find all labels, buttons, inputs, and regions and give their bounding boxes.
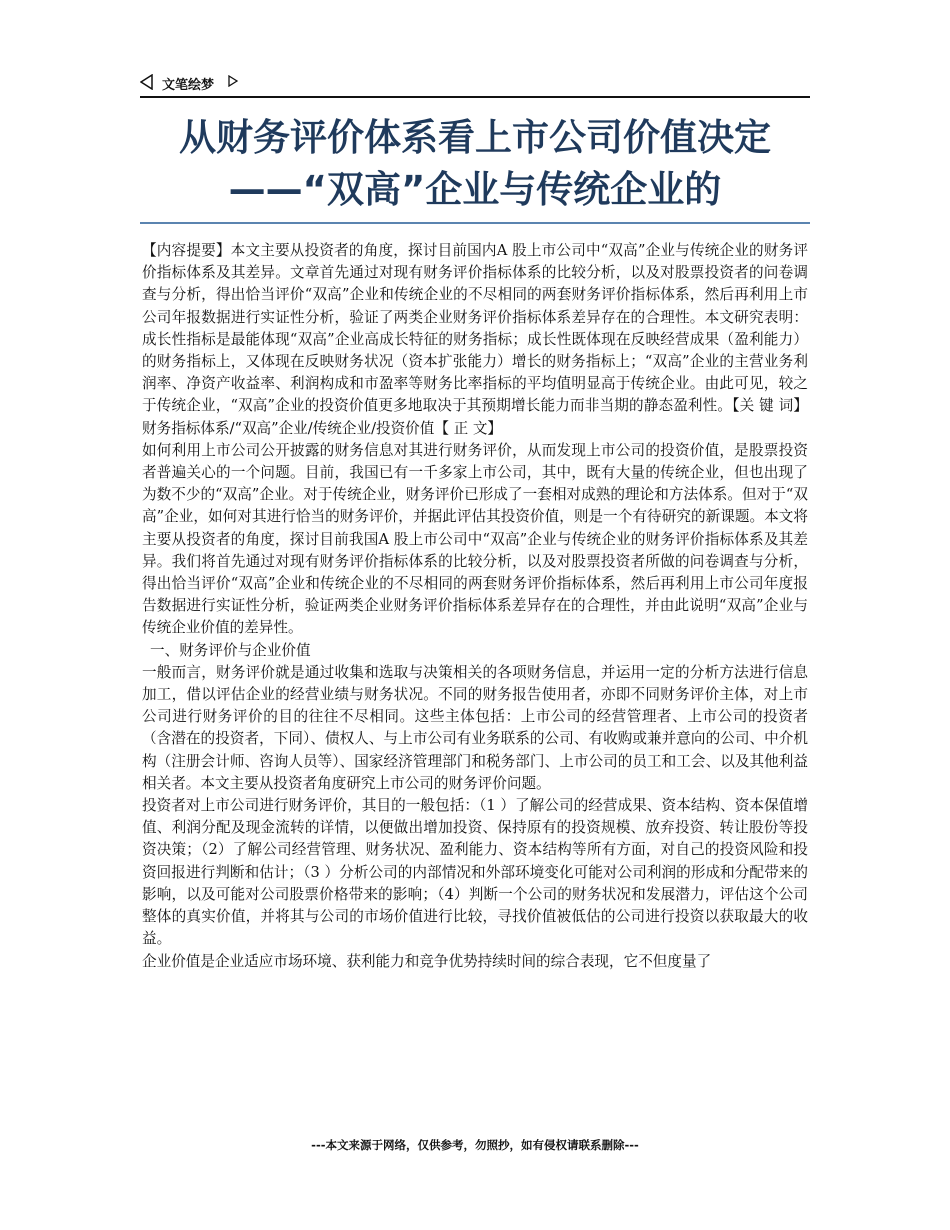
document-title (140, 112, 810, 216)
title-line-2: ——“双高”企业与传统企业的 (228, 168, 722, 211)
triangle-right-icon (228, 75, 238, 87)
page-header (140, 70, 810, 96)
title-line-1: 从财务评价体系看上市公司价值决定 (179, 116, 771, 159)
header-rule (140, 96, 810, 98)
triangle-left-icon (140, 74, 154, 90)
body-paragraph: 如何利用上市公司公开披露的财务信息对其进行财务评价，从而发现上市公司的投资价值，是股票投资者普遍关心的一个问题。目前，我国已有一千多家上市公司，其中，既有大量的传统企业，但也出现了为数不少的“双高”企业。对于传统企业，财务评价已形成了一套相对成熟的理论和方法体系。但对于“双高”企业，如何对其进行恰当的财务评价，并据此评估其投资价值，则是一个有待研究的新课题。本文将主要从投资者的角度，探讨目前我国A 股上市公司中“双高”企业与传统企业的财务评价指标体系及其差异。我们将首先通过对现有财务评价指标体系的比较分析，以及对股票投资者所做的问卷调查与分析，得出恰当评价“双高”企业和传统企业的不尽相同的两套财务评价指标体系，然后再利用上市公司年度报告数据进行实证性分析，验证两类企业财务评价指标体系差异存在的合理性，并由此说明“双高”企业与传统企业价值的差异性。 (142, 441, 808, 637)
body-paragraph: 企业价值是企业适应市场环境、获利能力和竞争优势持续时间的综合表现，它不但度量了 (142, 952, 712, 970)
document-body (142, 240, 808, 973)
header-brand: 文笔绘梦 (162, 78, 215, 93)
section-heading: 一、财务评价与企业价值 (150, 641, 311, 659)
abstract-paragraph: 【内容提要】本文主要从投资者的角度，探讨目前国内A 股上市公司中“双高”企业与传统企业的财务评价指标体系及其差异。文章首先通过对现有财务评价指标体系的比较分析，以及对股票投资者的问卷调查与分析，得出恰当评价“双高”企业和传统企业的不尽相同的两套财务评价指标体系，然后再利用上市公司年报数据进行实证性分析，验证了两类企业财务评价指标体系差异存在的合理性。本文研究表明：成长性指标是最能体现“双高”企业高成长特征的财务指标；成长性既体现在反映经营成果（盈利能力）的财务指标上，又体现在反映财务状况（资本扩张能力）增长的财务指标上；“双高”企业的主营业务利润率、净资产收益率、利润构成和市盈率等财务比率指标的平均值明显高于传统企业。由此可见，较之于传统企业，“双高”企业的投资价值更多地取决于其预期增长能力而非当期的静态盈利性。【关 键 词】财务指标体系/“双高”企业/传统企业/投资价值【 正 文】 (142, 242, 808, 437)
body-paragraph: 一般而言，财务评价就是通过收集和选取与决策相关的各项财务信息，并运用一定的分析方法进行信息加工，借以评估企业的经营业绩与财务状况。不同的财务报告使用者，亦即不同财务评价主体，对上市公司进行财务评价的目的往往不尽相同。这些主体包括：上市公司的经营管理者、上市公司的投资者（含潜在的投资者，下同）、债权人、与上市公司有业务联系的公司、有收购或兼并意向的公司、中介机构（注册会计师、咨询人员等）、国家经济管理部门和税务部门、上市公司的员工和工会、以及其他利益相关者。本文主要从投资者角度研究上市公司的财务评价问题。 (142, 663, 808, 792)
body-paragraph: 投资者对上市公司进行财务评价，其目的一般包括：（1 ）了解公司的经营成果、资本结构、资本保值增值、利润分配及现金流转的详情，以便做出增加投资、保持原有的投资规模、放弃投资、转让股份等投资决策；（2）了解公司经营管理、财务状况、盈利能力、资本结构等所有方面，对自己的投资风险和投资回报进行判断和估计；（3 ）分析公司的内部情况和外部环境变化可能对公司利润的形成和分配带来的影响，以及可能对公司股票价格带来的影响；（4）判断一个公司的财务状况和发展潜力，评估这个公司整体的真实价值，并将其与公司的市场价值进行比较，寻找价值被低估的公司进行投资以获取最大的收益。 (142, 797, 808, 948)
footer-disclaimer: ---本文来源于网络，仅供参考，勿照抄，如有侵权请联系删除--- (311, 1138, 639, 1152)
title-rule (140, 222, 810, 224)
